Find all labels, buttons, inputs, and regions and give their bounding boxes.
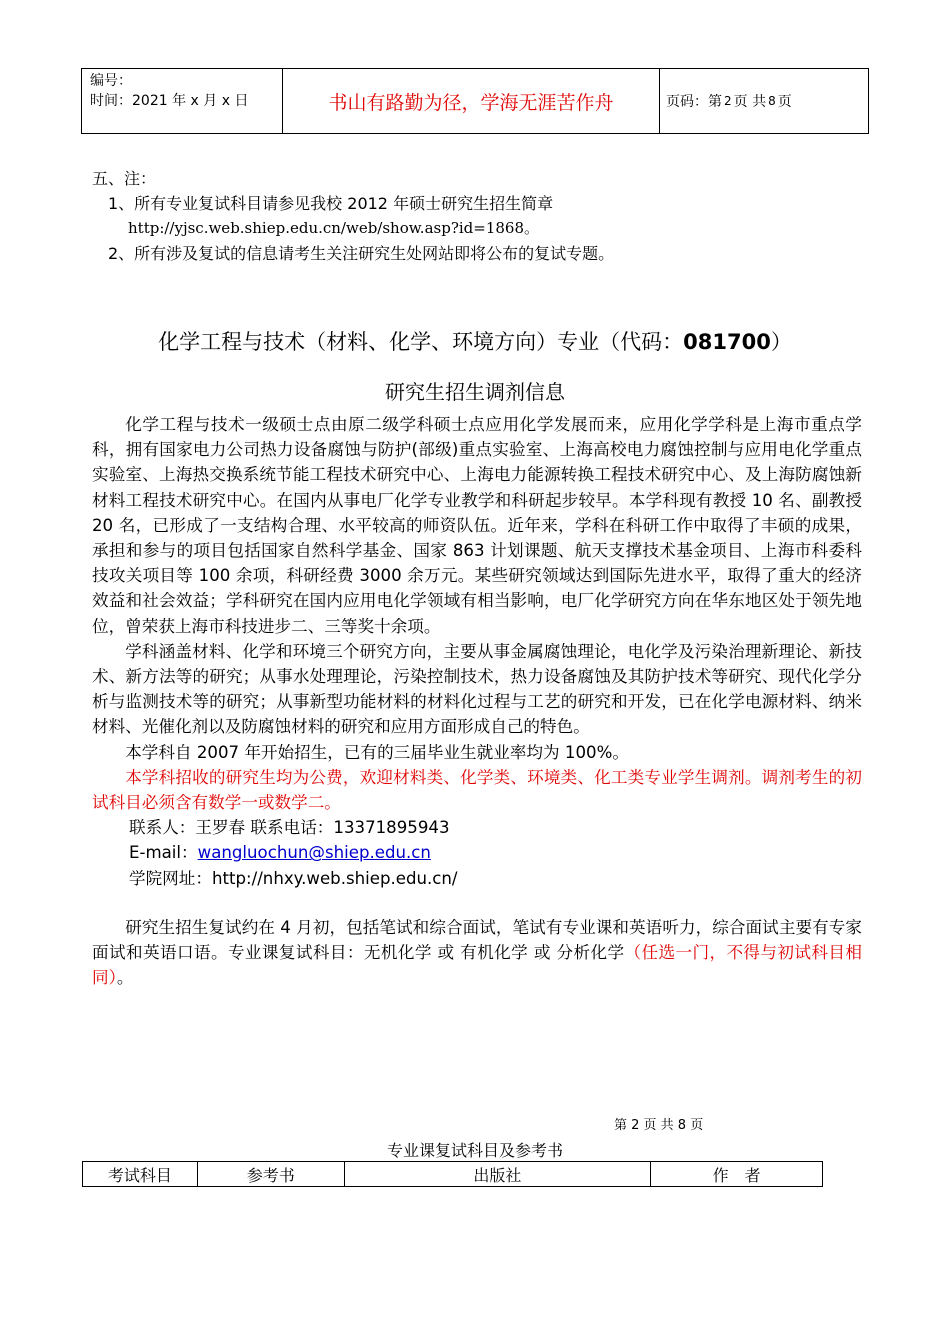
contact-info: 联系人：王罗春 联系电话：13371895943 — [129, 818, 450, 838]
spacer — [92, 891, 862, 915]
page-prefix: 页码：第 — [666, 94, 722, 110]
table-caption: 专业课复试科目及参考书 — [386, 1141, 563, 1160]
website-line[interactable]: 学院网址：http://nhxy.web.shiep.edu.cn/ — [129, 868, 458, 888]
paragraph-adjustment-notice: 本学科招收的研究生均为公费，欢迎材料类、化学类、环境类、化工类专业学生调剂。调剂考生的初试科目必须含有数学一或数学二。 — [92, 767, 862, 813]
date-label: 时间：2021 年 x 月 x 日 — [90, 93, 249, 109]
paragraph-research: 学科涵盖材料、化学和环境三个研究方向，主要从事金属腐蚀理论，电化学及污染治理新理论、新技术、新方法等的研究；从事水处理理论，污染控制技术，热力设备腐蚀及其防护技术等研究、现代化学分析与监测技术等的研究；从事新型功能材料的材料化过程与工艺的研究和开发，已在化学电源材料、纳米材料、光催化剂以及防腐蚀材料的研究和应用方面形成自己的特色。 — [92, 641, 862, 737]
reference-table — [82, 1161, 823, 1187]
paragraph-employment: 本学科自 2007 年开始招生，已有的三届毕业生就业率均为 100%。 — [125, 742, 629, 762]
table-header-cell: 参考书 — [197, 1162, 344, 1187]
number-label: 编号： — [90, 73, 132, 89]
paragraph-intro: 化学工程与技术一级硕士点由原二级学科硕士点应用化学发展而来，应用化学学科是上海市重点学科，拥有国家电力公司热力设备腐蚀与防护(部级)重点实验室、上海高校电力腐蚀控制与应用电化学重点实验室、上海热交换系统节能工程技术研究中心、上海电力能源转换工程技术研究中心、及上海防腐蚀新材料工程技术研究中心。在国内从事电厂化学专业教学和科研起步较早。本学科现有教授 10 名、副教授 20 名，已形成了一支结构合理、水平较高的师资队伍。近年来，学科在科研工作中取得了丰硕的成果，承担和参与的项目包括国家自然科学基金、国家 863 计划课题、航天支撑技术基金项目、上海市科委科技攻关项目等 100 余项，科研经费 3000 余万元。某些研究领域达到国际先进水平，取得了重大的经济效益和社会效益；学科研究在国内应用电化学领域有相当影响，电厂化学研究方向在华东地区处于领先地位，曾荣获上海市科技进步二、三等奖十余项。 — [92, 415, 862, 636]
body-text — [92, 412, 862, 990]
notes-heading: 五、注： — [92, 169, 157, 188]
notes-section — [92, 166, 872, 266]
note-item-2: 2、所有涉及复试的信息请考生关注研究生处网站即将公布的复试专题。 — [108, 244, 615, 263]
page-total: 8 — [768, 94, 776, 108]
motto: 书山有路勤为径，学海无涯苦作舟 — [283, 69, 660, 133]
title-suffix: ） — [770, 330, 792, 354]
table-header-cell: 作 者 — [651, 1162, 823, 1187]
page-mid: 页 共 — [733, 94, 767, 110]
table-header-cell: 出版社 — [344, 1162, 651, 1187]
program-code: 081700 — [683, 330, 771, 354]
header-page-info — [660, 69, 868, 133]
page-title — [0, 326, 950, 356]
page-suffix: 页 — [777, 94, 792, 110]
email-link[interactable]: wangluochun@shiep.edu.cn — [197, 843, 431, 863]
page-number: 第 2 页 共 8 页 — [614, 1118, 704, 1133]
retest-text: 研究生招生复试约在 4 月初，包括笔试和综合面试，笔试有专业课和英语听力，综合面试主要有专家面试和英语口语。专业课复试科目：无机化学 或 有机化学 或 分析化学 — [92, 917, 862, 963]
table-header-cell: 考试科目 — [83, 1162, 198, 1187]
note-item-1: 1、所有专业复试科目请参见我校 2012 年硕士研究生招生简章 — [108, 194, 554, 213]
table-header-row — [83, 1162, 823, 1187]
email-label: E-mail： — [129, 843, 198, 863]
paragraph-retest — [92, 915, 862, 991]
retest-end: 。 — [116, 968, 134, 988]
header-table — [81, 68, 869, 134]
email-line — [92, 840, 862, 865]
note-item-1-url[interactable]: http://yjsc.web.shiep.edu.cn/web/show.asp?id=1868。 — [128, 219, 539, 237]
page-subtitle: 研究生招生调剂信息 — [385, 380, 565, 404]
retest-note: （任选一门，不得与初试科目相同） — [92, 943, 862, 988]
page-current: 2 — [724, 94, 732, 108]
header-meta — [82, 69, 283, 133]
title-prefix: 化学工程与技术（材料、化学、环境方向）专业（代码： — [158, 330, 684, 354]
